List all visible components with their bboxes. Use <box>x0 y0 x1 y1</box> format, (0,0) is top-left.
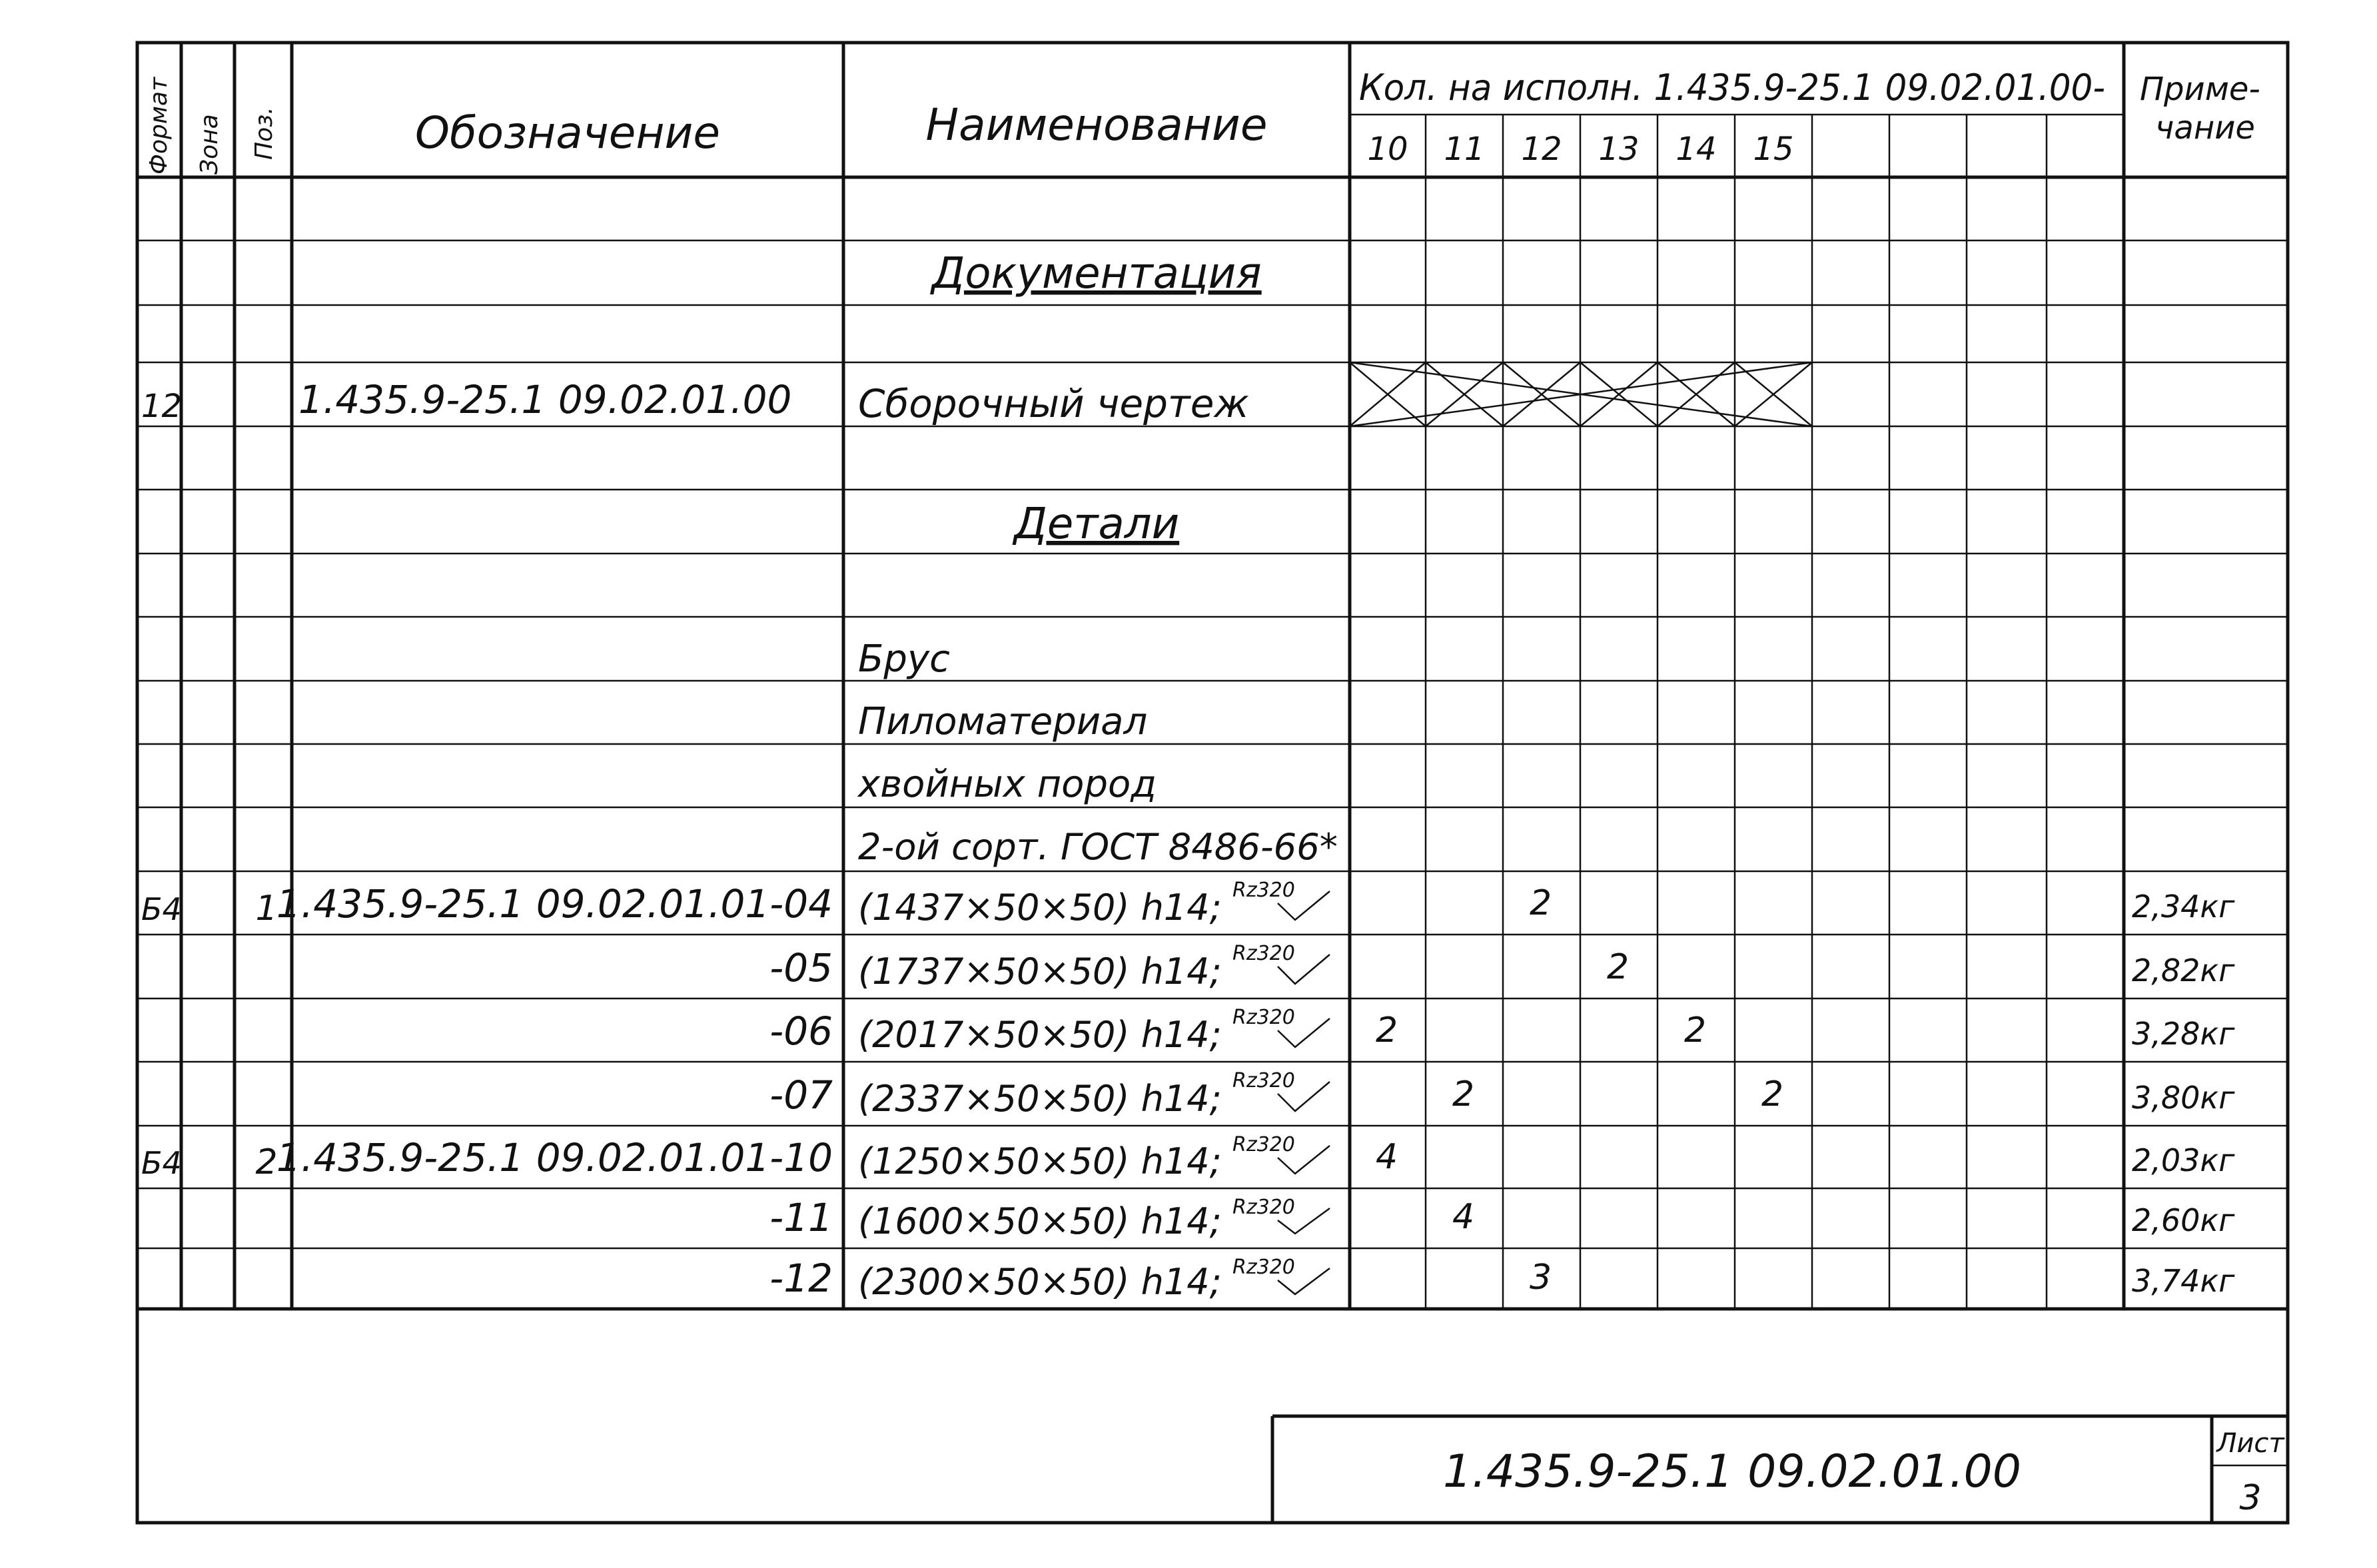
row-format: Б4 <box>141 891 182 927</box>
row-note: 2,60кг <box>2132 1202 2235 1238</box>
qty-cell: 2 <box>1376 1010 1398 1050</box>
variant-header: 11 <box>1444 131 1485 168</box>
row-position: 1 <box>255 889 278 929</box>
qty-cell: 2 <box>1452 1074 1475 1114</box>
row-designation: 1.435.9-25.1 09.02.01.01-04 <box>276 881 833 927</box>
qty-cell: 4 <box>1376 1137 1398 1177</box>
parts-rows <box>141 879 2235 1303</box>
header-note: Приме- чание <box>2139 71 2260 147</box>
material-line: 2-ой сорт. ГОСТ 8486-66* <box>858 826 1338 868</box>
variant-header: 14 <box>1675 131 1717 168</box>
material-line: хвойных пород <box>858 763 1157 806</box>
row-position: 2 <box>255 1142 278 1182</box>
header-name: Наименование <box>925 99 1268 151</box>
roughness-label: Rz320 <box>1232 1196 1295 1219</box>
variant-header: 13 <box>1598 131 1640 168</box>
roughness-label: Rz320 <box>1232 879 1295 902</box>
variant-header: 12 <box>1521 131 1562 168</box>
section-parts: Детали <box>1013 500 1180 549</box>
row-designation: -07 <box>769 1072 833 1118</box>
qty-cell: 2 <box>1530 883 1552 923</box>
qty-cell: 3 <box>1530 1258 1552 1298</box>
qty-cell: 2 <box>1761 1074 1784 1114</box>
qty-cell: 4 <box>1452 1197 1475 1237</box>
qty-cell: 2 <box>1607 947 1630 987</box>
row-note: 3,80кг <box>2132 1080 2235 1116</box>
section-documentation: Документация <box>931 249 1262 298</box>
row-note: 2,34кг <box>2132 889 2235 925</box>
row-designation: -12 <box>769 1256 833 1301</box>
qty-cell: 2 <box>1684 1010 1707 1050</box>
variant-header: 15 <box>1753 131 1794 168</box>
material-line: Пиломатериал <box>858 700 1148 743</box>
variant-header: 10 <box>1367 131 1408 168</box>
header-position: Поз. <box>250 107 278 160</box>
table-row <box>141 879 2235 929</box>
material-lines <box>857 637 1338 868</box>
drawing-format: 12 <box>141 388 183 425</box>
row-name: (2337×50×50) h14; <box>858 1078 1222 1120</box>
row-note: 3,74кг <box>2132 1263 2235 1299</box>
roughness-label: Rz320 <box>1232 1006 1295 1029</box>
row-name: (1600×50×50) h14; <box>858 1200 1222 1242</box>
row-note: 2,82кг <box>2132 953 2235 988</box>
row-designation: 1.435.9-25.1 09.02.01.01-10 <box>276 1135 833 1180</box>
row-name: (2017×50×50) h14; <box>858 1014 1222 1056</box>
row-designation: -06 <box>769 1008 833 1054</box>
roughness-label: Rz320 <box>1232 1133 1295 1156</box>
roughness-label: Rz320 <box>1232 1256 1295 1279</box>
row-name: (2300×50×50) h14; <box>858 1261 1222 1303</box>
row-format: Б4 <box>141 1145 182 1181</box>
title-code: 1.435.9-25.1 09.02.01.00 <box>1442 1445 2022 1498</box>
table-row <box>141 1133 2235 1182</box>
drawing-name: Сборочный чертеж <box>858 381 1249 426</box>
roughness-label: Rz320 <box>1232 942 1295 965</box>
drawing-designation: 1.435.9-25.1 09.02.01.00 <box>298 377 792 422</box>
header-zone: Зона <box>196 114 223 175</box>
row-name: (1737×50×50) h14; <box>858 951 1222 992</box>
row-note: 3,28кг <box>2132 1016 2235 1052</box>
row-name: (1437×50×50) h14; <box>858 887 1222 929</box>
sheet-number: 3 <box>2239 1478 2262 1518</box>
material-line: Брус <box>858 637 950 681</box>
row-name: (1250×50×50) h14; <box>858 1140 1222 1182</box>
row-note: 2,03кг <box>2132 1142 2235 1178</box>
title-block <box>1272 1416 2288 1523</box>
header-qty-title: Кол. на исполн. 1.435.9-25.1 09.02.01.00- <box>1359 67 2105 109</box>
sheet-label: Лист <box>2216 1428 2284 1459</box>
header-format: Формат <box>145 77 173 175</box>
header-designation: Обозначение <box>415 107 720 159</box>
row-designation: -05 <box>769 945 833 990</box>
roughness-label: Rz320 <box>1232 1069 1295 1092</box>
row-designation: -11 <box>769 1195 833 1240</box>
